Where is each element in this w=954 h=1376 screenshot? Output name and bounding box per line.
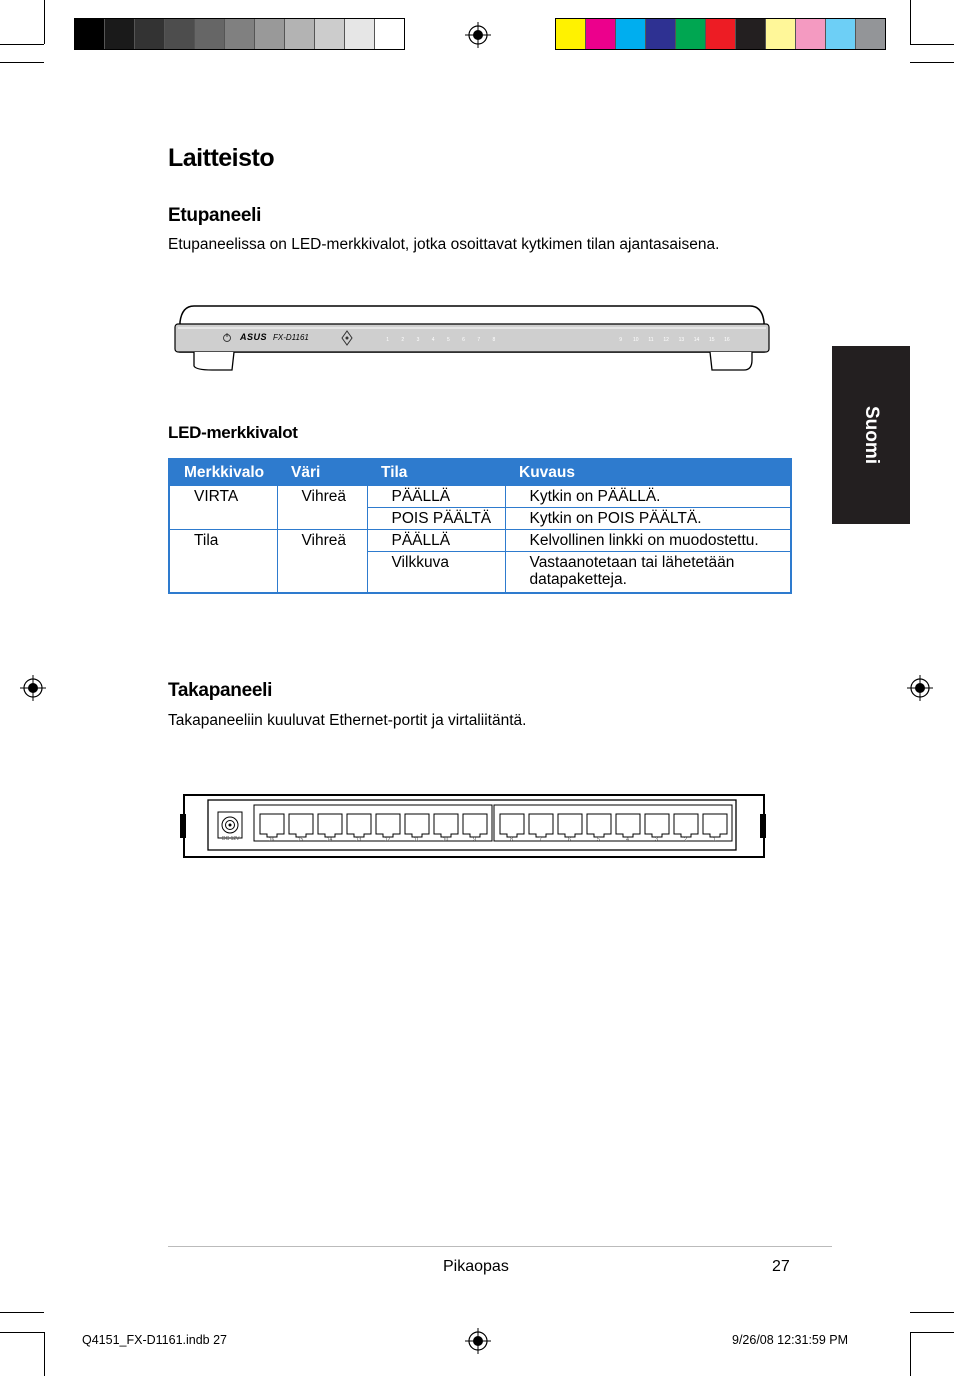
port-number: 7 — [539, 837, 542, 843]
brand-logo: ASUS — [240, 332, 268, 342]
column-header: Tila — [367, 459, 505, 486]
color-swatch — [285, 19, 315, 49]
led-number: 3 — [416, 337, 420, 343]
port-number: 6 — [568, 837, 571, 843]
column-header: Merkkivalo — [169, 459, 277, 486]
color-swatch — [766, 19, 796, 49]
led-number: 10 — [633, 337, 639, 343]
led-state-cell: Vilkkuva — [367, 552, 505, 594]
ethernet-port-icon — [529, 814, 553, 837]
port-number: 14 — [326, 837, 333, 843]
color-swatch — [255, 19, 285, 49]
ethernet-port-icon — [703, 814, 727, 837]
port-number: 3 — [655, 837, 658, 843]
crop-mark — [910, 1332, 954, 1333]
color-swatch — [105, 19, 135, 49]
rear-panel-illustration — [180, 792, 770, 860]
registration-mark-icon — [465, 1328, 491, 1354]
color-swatch-bar — [555, 18, 886, 50]
color-swatch — [856, 19, 885, 49]
led-table — [168, 458, 792, 594]
color-swatch — [556, 19, 586, 49]
crop-mark — [0, 44, 44, 45]
ethernet-port-icon — [616, 814, 640, 837]
ethernet-port-icon — [289, 814, 313, 837]
led-number: 8 — [492, 337, 496, 343]
page-number: 27 — [772, 1258, 790, 1275]
color-swatch — [165, 19, 195, 49]
led-number: 7 — [477, 337, 481, 343]
led-number: 6 — [462, 337, 465, 343]
ethernet-port-icon — [318, 814, 342, 837]
color-swatch — [225, 19, 255, 49]
led-state-cell: POIS PÄÄLTÄ — [367, 508, 505, 530]
crop-mark — [44, 0, 45, 44]
port-number: 9 — [473, 837, 476, 843]
led-number: 4 — [431, 337, 435, 343]
ethernet-port-icon — [434, 814, 458, 837]
led-number: 11 — [648, 337, 654, 343]
color-swatch — [375, 19, 404, 49]
ethernet-port-icon — [347, 814, 371, 837]
color-swatch — [135, 19, 165, 49]
color-swatch — [676, 19, 706, 49]
language-tab — [832, 346, 910, 524]
led-state-cell: PÄÄLLÄ — [367, 530, 505, 552]
column-header: Kuvaus — [505, 459, 791, 486]
column-header: Väri — [277, 459, 367, 486]
led-number: 14 — [693, 337, 700, 343]
led-number: 5 — [446, 337, 450, 343]
led-state-cell: PÄÄLLÄ — [367, 486, 505, 508]
port-number: 5 — [597, 837, 600, 843]
front-panel-heading: Etupaneeli — [168, 205, 262, 226]
port-number: 10 — [442, 837, 449, 843]
grayscale-color-bar — [74, 18, 405, 50]
model-label: FX-D1161 — [273, 333, 309, 342]
language-tab-label: Suomi — [861, 405, 882, 465]
port-number: 12 — [384, 837, 391, 843]
port-number: 1 — [713, 837, 716, 843]
led-desc-cell: Kytkin on POIS PÄÄLTÄ. — [505, 508, 791, 530]
crop-mark — [910, 62, 954, 63]
led-number: 13 — [678, 337, 685, 343]
ethernet-port-icon — [587, 814, 611, 837]
ethernet-port-icon — [674, 814, 698, 837]
registration-mark-icon — [20, 675, 46, 701]
led-number: 1 — [386, 337, 389, 343]
led-color-cell: Vihreä — [277, 530, 367, 594]
crop-mark — [0, 62, 44, 63]
ethernet-port-icon — [500, 814, 524, 837]
crop-mark — [910, 44, 954, 45]
led-color-cell: Vihreä — [277, 486, 367, 530]
led-heading: LED-merkkivalot — [168, 423, 298, 442]
color-swatch — [826, 19, 856, 49]
print-file-info: Q4151_FX-D1161.indb 27 — [82, 1333, 228, 1347]
crop-mark — [910, 1312, 954, 1313]
color-swatch — [706, 19, 736, 49]
print-date-info: 9/26/08 12:31:59 PM — [732, 1333, 849, 1347]
port-number: 13 — [355, 837, 362, 843]
crop-mark — [44, 1332, 45, 1376]
ethernet-port-icon — [405, 814, 429, 837]
color-swatch — [796, 19, 826, 49]
color-swatch — [75, 19, 105, 49]
color-swatch — [345, 19, 375, 49]
color-swatch — [195, 19, 225, 49]
led-desc-cell: Vastaanotetaan tai lähetetään datapaketteja. — [505, 552, 791, 594]
port-number: 16 — [268, 837, 275, 843]
ethernet-port-icon — [376, 814, 400, 837]
led-desc-cell: Kelvollinen linkki on muodostettu. — [505, 530, 791, 552]
rear-port-numbers — [257, 837, 751, 843]
led-numbers-right — [613, 337, 735, 343]
color-swatch — [586, 19, 616, 49]
crop-mark — [0, 1332, 44, 1333]
crop-mark — [910, 1332, 911, 1376]
table-header-row — [169, 459, 791, 486]
led-number: 2 — [401, 337, 405, 343]
footer-label: Pikaopas — [443, 1258, 509, 1275]
page-title: Laitteisto — [168, 144, 275, 172]
table-row — [169, 530, 791, 552]
led-number: 9 — [619, 337, 622, 343]
ethernet-port-icon — [260, 814, 284, 837]
ethernet-port-icon — [558, 814, 582, 837]
port-number: 15 — [297, 837, 304, 843]
registration-mark-icon — [465, 22, 491, 48]
color-swatch — [616, 19, 646, 49]
led-desc-cell: Kytkin on PÄÄLLÄ. — [505, 486, 791, 508]
led-numbers-left — [380, 337, 502, 343]
led-number: 15 — [708, 337, 715, 343]
color-swatch — [736, 19, 766, 49]
power-label: DC 12V — [222, 836, 240, 842]
crop-mark — [0, 1312, 44, 1313]
rear-panel-heading: Takapaneeli — [168, 680, 273, 701]
crop-mark — [910, 0, 911, 44]
color-swatch — [646, 19, 676, 49]
footer-divider — [168, 1246, 832, 1247]
registration-mark-icon — [907, 675, 933, 701]
front-panel-text: Etupaneelissa on LED-merkkivalot, jotka osoittavat kytkimen tilan ajantasaisena. — [168, 236, 720, 253]
port-number: 2 — [684, 837, 687, 843]
ethernet-port-icon — [645, 814, 669, 837]
led-name-cell: VIRTA — [169, 486, 277, 530]
rear-panel-text: Takapaneeliin kuuluvat Ethernet-portit ja virtaliitäntä. — [168, 712, 527, 729]
port-number: 4 — [626, 837, 629, 843]
port-number: 11 — [413, 837, 420, 843]
color-swatch — [315, 19, 345, 49]
ethernet-port-icon — [463, 814, 487, 837]
led-number: 16 — [724, 337, 730, 343]
led-number: 12 — [663, 337, 669, 343]
table-row — [169, 486, 791, 508]
led-name-cell: Tila — [169, 530, 277, 594]
port-number: 8 — [510, 837, 513, 843]
